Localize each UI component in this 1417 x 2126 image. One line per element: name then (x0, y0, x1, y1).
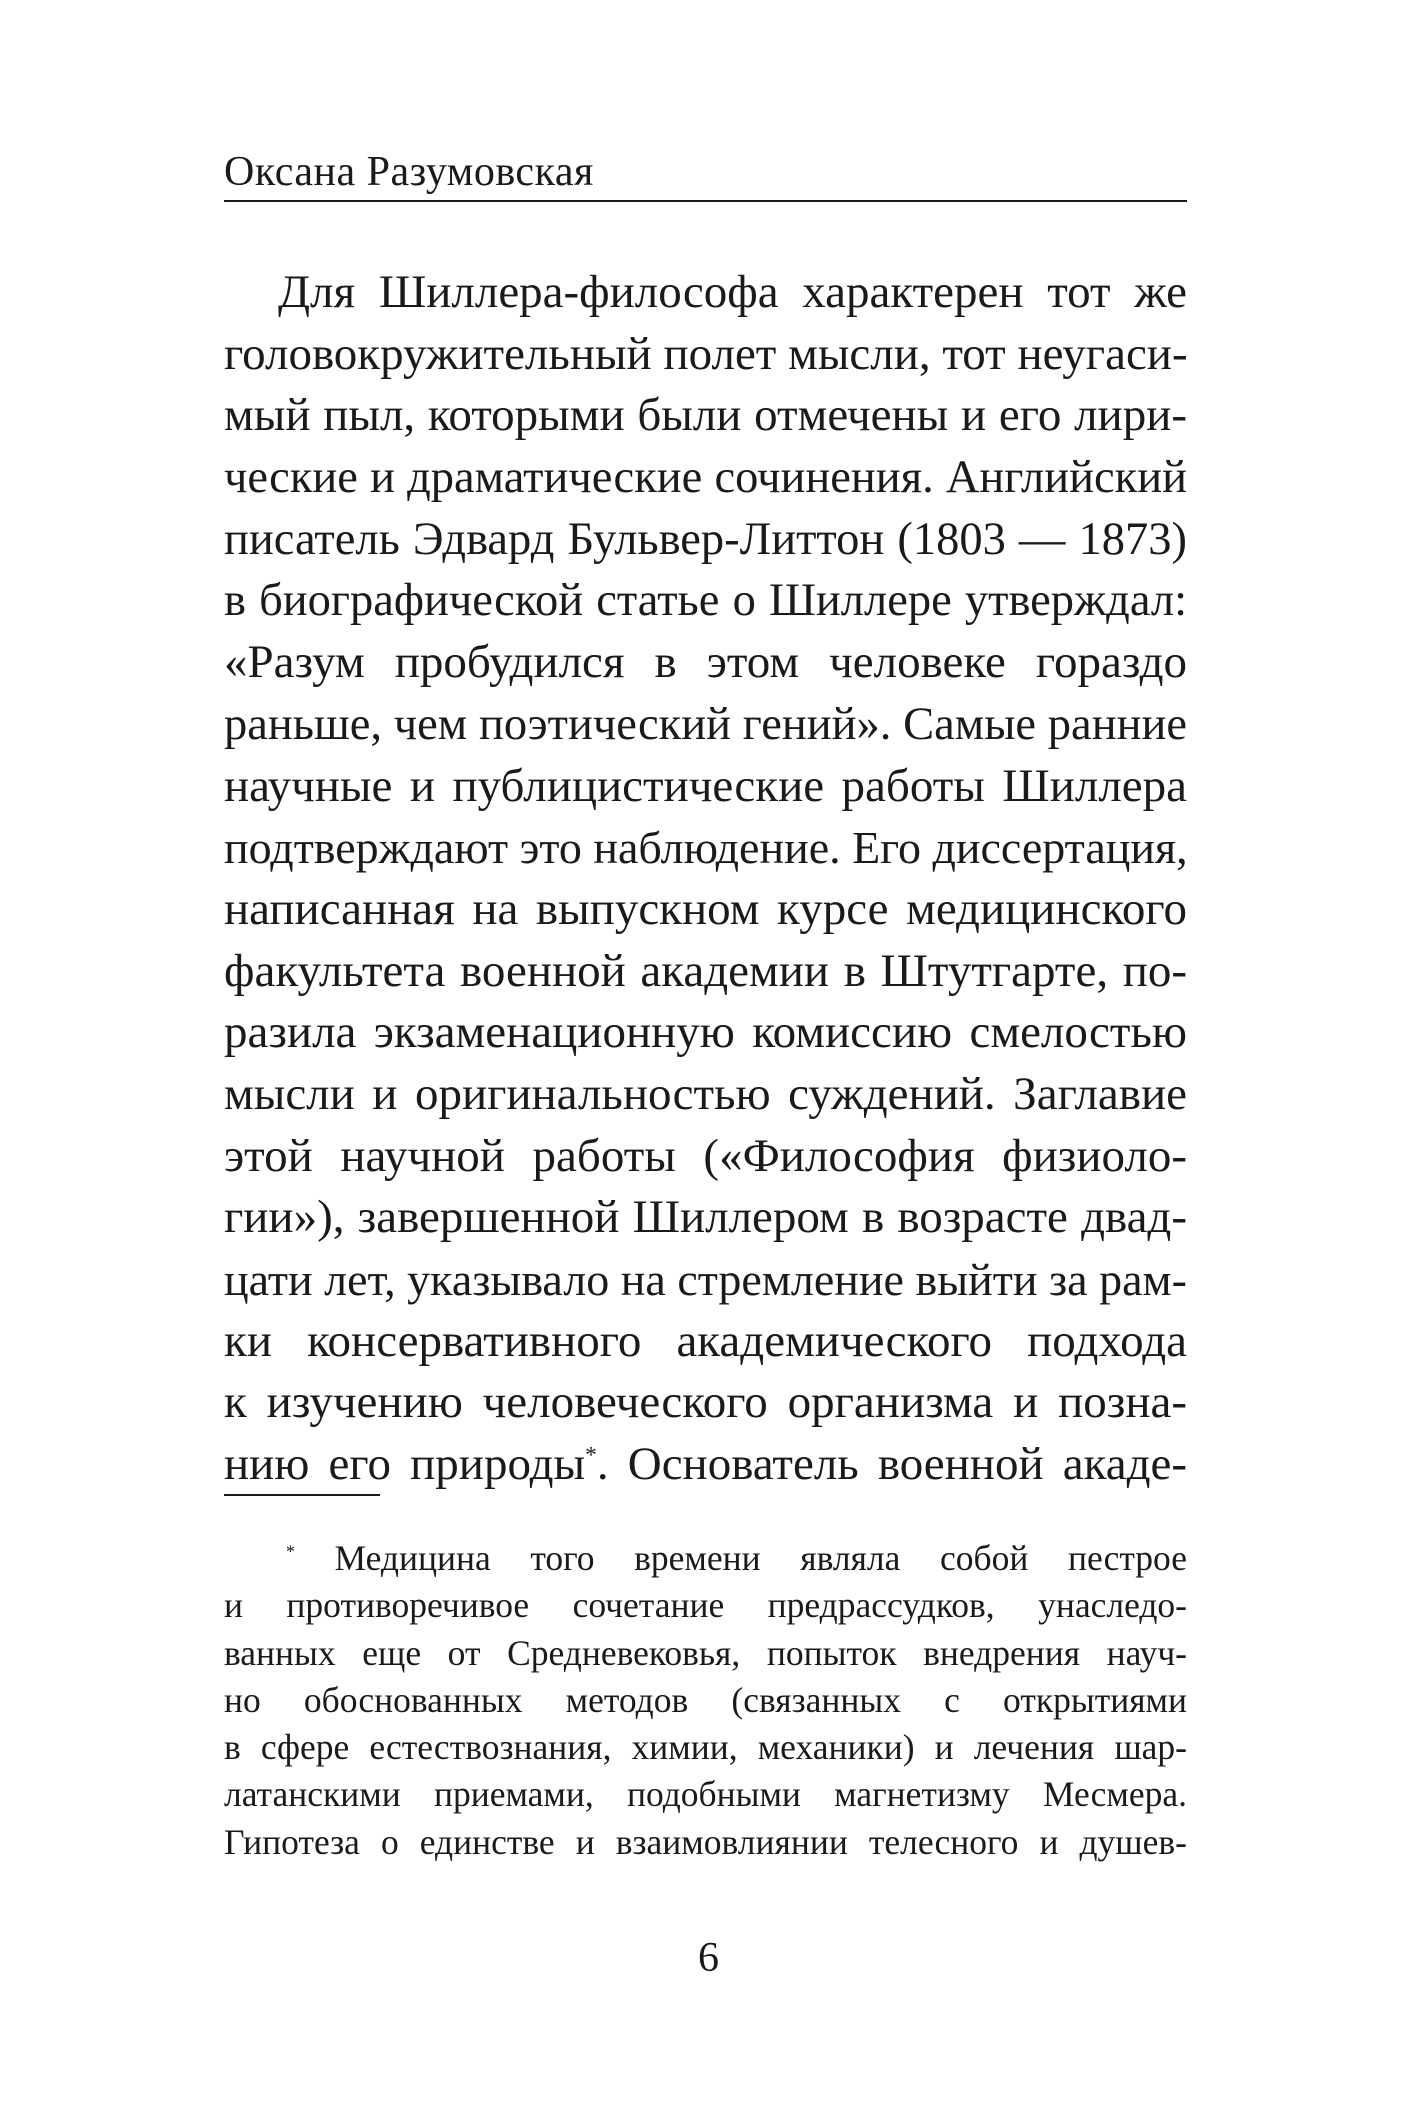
text-line: научные и публицистические работы Шиллера (224, 759, 1187, 812)
text-line: ческие и драматические сочинения. Английский (224, 452, 1187, 504)
footnote-line: ванных еще от Средневековья, попыток внедрения науч- (224, 1632, 1187, 1673)
text-line: писатель Эдвард Бульвер-Литтон (1803 — 1873) (224, 513, 1187, 565)
text-line: написанная на выпускном курсе медицинского (224, 882, 1187, 935)
text-line: «Разум пробудился в этом человеке гораздо (224, 636, 1187, 689)
text-line: этой научной работы («Философия физиоло- (224, 1129, 1187, 1182)
main-text (224, 262, 1187, 1496)
text-line: мый пыл, которыми были отмечены и его лири- (224, 389, 1187, 442)
text-line: раньше, чем поэтический гений». Самые ранние (224, 698, 1187, 750)
text-line: факультета военной академии в Штутгарте, по- (224, 944, 1187, 997)
text-fragment: Основатель военной акаде- (627, 1438, 1188, 1491)
footnote-line: Гипотеза о единстве и взаимовлиянии телесного и душев- (224, 1821, 1187, 1862)
text-fragment: нию его природы (224, 1438, 586, 1491)
footnote (224, 1535, 1187, 1866)
page-number: 6 (698, 1935, 719, 1981)
running-head: Оксана Разумовская (224, 149, 594, 195)
text-line: головокружительный полет мысли, тот неугаси- (224, 327, 1188, 380)
footnote-line: и противоречивое сочетание предрассудков, унаследо- (224, 1585, 1187, 1626)
text-line: мысли и оригинальностью суждений. Заглавие (224, 1067, 1187, 1120)
text-line: Для Шиллера-философа характерен тот же (278, 266, 1187, 318)
text-line: в биографической статье о Шиллере утверждал: (224, 575, 1187, 627)
footnote-line: латанскими приемами, подобными магнетизму Месмера. (224, 1774, 1187, 1815)
footnote-rule (224, 1494, 380, 1496)
footnote-text: Медицина того времени являла собой пестрое (334, 1538, 1187, 1578)
text-line: разила экзаменационную комиссию смелостью (224, 1006, 1187, 1059)
footnote-line: но обоснованных методов (связанных с открытиями (224, 1679, 1187, 1720)
footnote-line (224, 1535, 1187, 1582)
footnote-reference[interactable]: * (585, 1442, 597, 1469)
footnote-marker: * (286, 1541, 295, 1562)
header-rule (224, 200, 1187, 202)
text-line: к изучению человеческого организма и позна- (224, 1376, 1187, 1429)
text-line: гии»), завершенной Шиллером в возрасте двад- (224, 1191, 1187, 1244)
text-line: цати лет, указывало на стремление выйти за рам- (224, 1254, 1187, 1305)
footnote-line: в сфере естествознания, химии, механики) и лечения шар- (224, 1727, 1187, 1768)
text-line: подтверждают это наблюдение. Его диссертация, (224, 822, 1188, 874)
text-line: ки консервативного академического подхода (224, 1314, 1187, 1367)
text-line-with-note: нию его природы*. Основатель военной акаде- (224, 1438, 1188, 1491)
